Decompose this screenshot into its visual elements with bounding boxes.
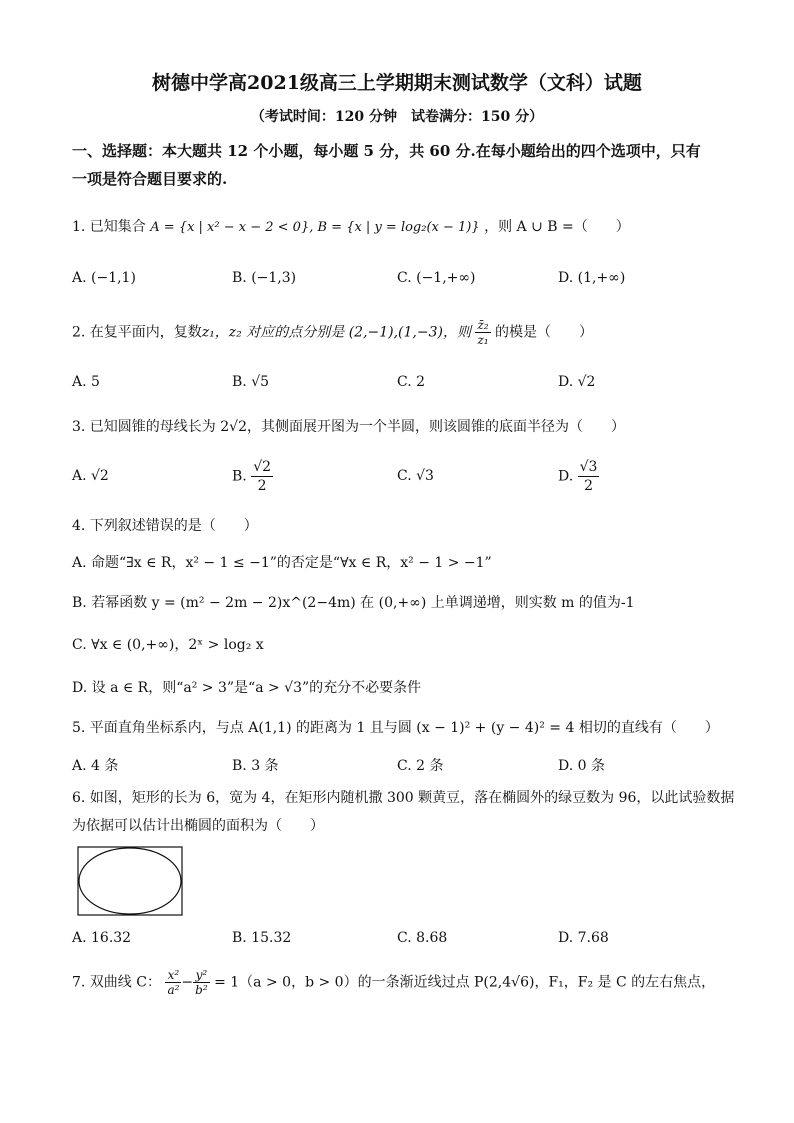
q6-option-a: A. 16.32 [72,930,132,946]
question-4-stem: 4. 下列叙述错误的是（ ） [72,518,258,534]
q4-option-a: A. 命题“∃x ∈ R，x² − 1 ≤ −1”的否定是“∀x ∈ R，x² − 1 > −1” [72,555,492,571]
q5-option-a: A. 4 条 [72,758,119,774]
q7-frac2-numerator: y² [193,968,210,983]
q7-stem-pre: 7. 双曲线 C： [72,974,161,991]
q2-fraction [475,318,490,347]
q2-stem-mid: z₁，z₂ 对应的点分别是 (2,−1),(1,−3)，则 [201,324,471,341]
question-6-stem-line1: 6. 如图，矩形的长为 6，宽为 4，在矩形内随机撒 300 颗黄豆，落在椭圆外的绿豆数为 96，以此试验数据 [72,790,735,806]
q3-b-denominator: 2 [257,478,267,494]
q3-option-b [232,458,273,495]
q2-stem-pre: 2. 在复平面内，复数 [72,324,202,341]
q3-option-d-fraction [578,458,600,495]
q1-option-c: C. (−1,+∞) [397,270,476,286]
q2-option-c: C. 2 [397,374,426,390]
question-2-stem [72,318,593,347]
q1-stem-pre: 1. 已知集合 [72,219,146,235]
q3-option-c: C. √3 [397,468,434,484]
q7-stem-post: = 1（a > 0，b > 0）的一条渐近线过点 P(2,4√6)，F₁，F₂ 是 C 的左右焦点， [214,974,716,991]
q3-option-b-fraction [251,458,273,495]
q1-stem-math: A = {x | x² − x − 2 < 0}, B = {x | y = log₂(x − 1)} [150,220,480,235]
q7-minus: − [181,974,194,991]
q3-d-denominator: 2 [584,478,594,494]
q2-option-b: B. √5 [232,374,270,390]
question-3-stem: 3. 已知圆锥的母线长为 2√2，其侧面展开图为一个半圆，则该圆锥的底面半径为（ ） [72,419,625,435]
question-1-stem [72,216,630,236]
question-7-stem [72,968,715,997]
q7-fraction-x [165,968,181,997]
q7-fraction-y [193,968,210,997]
q4-option-d: D. 设 a ∈ R，则“a² > 3”是“a > √3”的充分不必要条件 [72,680,422,696]
q6-option-c: C. 8.68 [397,930,448,946]
q3-option-b-label: B. [232,468,247,485]
q2-option-d: D. √2 [558,374,596,390]
q3-b-numerator: √2 [253,459,272,475]
section-heading [72,137,732,193]
rectangle-ellipse-figure [77,846,183,916]
q1-option-a: A. (−1,1) [72,270,136,286]
q3-option-d [558,458,599,495]
q3-option-a: A. √2 [72,468,109,484]
q4-option-b: B. 若幂函数 y = (m² − 2m − 2)x^(2−4m) 在 (0,+∞) 上单调递增，则实数 m 的值为-1 [72,595,635,611]
q1-stem-post: ，则 A ∪ B =（ ） [484,219,630,235]
q2-fraction-denominator: z₁ [477,333,489,347]
exam-subtitle: （考试时间：120 分钟 试卷满分：150 分） [250,109,544,125]
q5-option-d: D. 0 条 [558,758,605,774]
q7-frac2-denominator: b² [195,983,208,997]
q5-option-c: C. 2 条 [397,758,444,774]
question-6-stem-line2: 为依据可以估计出椭圆的面积为（ ） [72,818,324,834]
q2-option-a: A. 5 [72,374,100,390]
q7-frac1-numerator: x² [165,968,181,983]
q4-option-c: C. ∀x ∈ (0,+∞)，2ˣ > log₂ x [72,637,264,653]
q5-option-b: B. 3 条 [232,758,279,774]
q6-option-d: D. 7.68 [558,930,609,946]
section-heading-line2: 一项是符合题目要求的. [72,170,228,188]
question-5-stem: 5. 平面直角坐标系内，与点 A(1,1) 的距离为 1 且与圆 (x − 1)² + (y − 4)² = 4 相切的直线有（ ） [72,720,719,736]
exam-title: 树德中学高2021级高三上学期期末测试数学（文科）试题 [152,72,642,94]
q3-option-d-label: D. [558,468,574,485]
q1-option-b: B. (−1,3) [232,270,297,286]
q7-frac1-denominator: a² [167,983,180,997]
q3-d-numerator: √3 [579,459,598,475]
q2-fraction-numerator: z̄₂ [477,318,489,332]
section-heading-line1: 一、选择题：本大题共 12 个小题，每小题 5 分，共 60 分.在每小题给出的四个选项中，只有 [72,142,701,160]
q6-option-b: B. 15.32 [232,930,292,946]
q1-option-d: D. (1,+∞) [558,270,626,286]
q2-stem-post: 的模是（ ） [495,324,594,341]
